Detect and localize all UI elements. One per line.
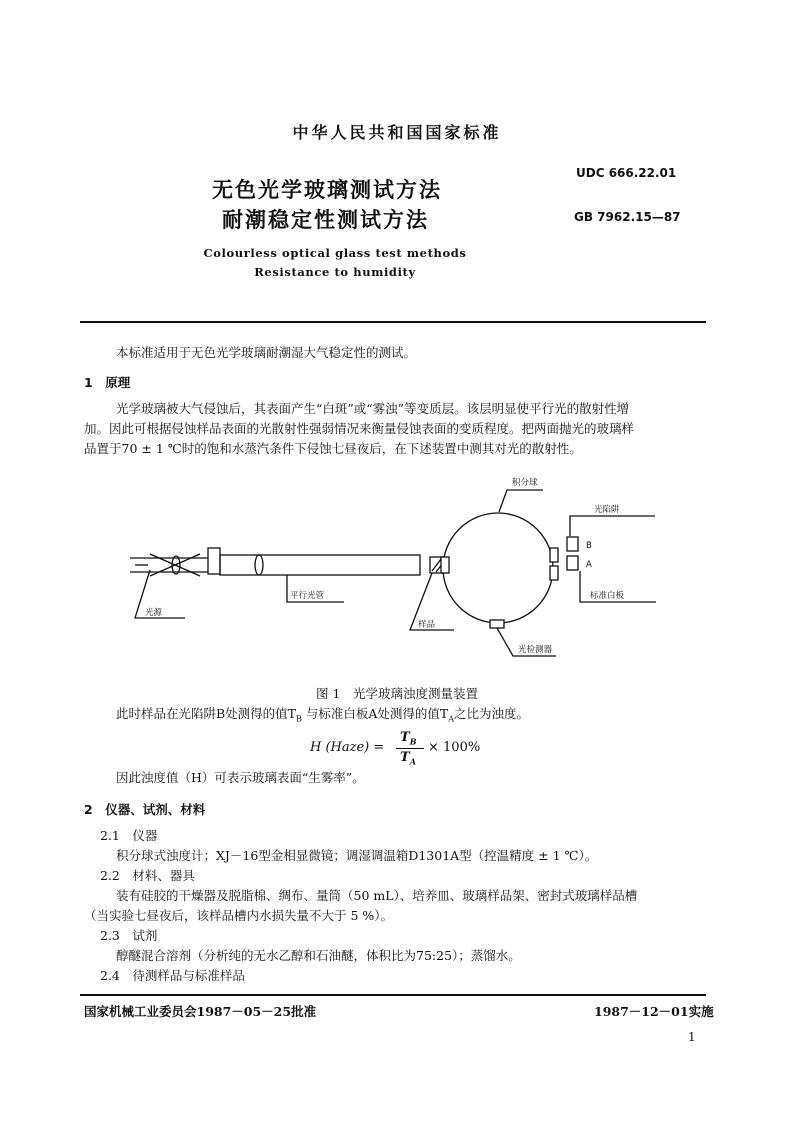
section-2-4-heading: 2.4 待测样品与标准样品 xyxy=(100,968,245,983)
implementation-date: 1987－12－01实施 xyxy=(594,1004,714,1019)
formula-numerator: $T_B$ xyxy=(400,730,417,747)
label-light-trap: 光陷阱 xyxy=(594,505,620,515)
label-light-source: 光源 xyxy=(145,608,163,618)
section-2-1-text: 积分球式浊度计；XJ－16型金相显微镜；调湿调温箱D1301A型（控温精度 ± 1 ℃）。 xyxy=(116,848,598,863)
title-line-1: 无色光学玻璃测试方法 xyxy=(212,178,442,202)
english-title-line-2: Resistance to humidity xyxy=(254,265,416,279)
section-1-line-1: 光学玻璃被大气侵蚀后，其表面产生“白斑”或“雾浊”等变质层。该层明显使平行光的散射性增 xyxy=(116,401,630,416)
ratio-sub-a: A xyxy=(448,714,455,724)
label-b: B xyxy=(586,541,592,551)
section-1-line-2: 加。因此可根据侵蚀样品表面的光散射性强弱情况来衡量侵蚀表面的变质程度。把两面抛光的玻璃样 xyxy=(84,421,635,436)
section-2-2-heading: 2.2 材料、器具 xyxy=(100,868,195,883)
ratio-text-3: 之比为浊度。 xyxy=(454,706,530,721)
label-integrating-sphere: 积分球 xyxy=(512,478,538,488)
figure-caption: 图 1 光学玻璃浊度测量装置 xyxy=(316,686,478,701)
formula-rhs: × 100% xyxy=(428,740,481,755)
label-sample: 样品 xyxy=(418,620,436,630)
ratio-text-1: 此时样品在光陷阱B处测得的值T xyxy=(116,706,297,721)
fraction-bar xyxy=(396,748,424,749)
section-2-3-heading: 2.3 试剂 xyxy=(100,928,158,943)
udc-code: UDC 666.22.01 xyxy=(576,166,677,180)
intro-paragraph: 本标准适用于无色光学玻璃耐潮湿大气稳定性的测试。 xyxy=(116,345,417,360)
section-2-2-text-1: 装有硅胶的干燥器及脱脂棉、绸布、量筒（50 mL）、培养皿、玻璃样品架、密封式玻璃样品槽 xyxy=(116,888,638,903)
section-2-heading: 2 仪器、试剂、材料 xyxy=(84,802,206,817)
section-2-1-heading: 2.1 仪器 xyxy=(100,828,158,843)
haze-meaning: 因此浊度值（H）可表示玻璃表面“生雾率”。 xyxy=(116,770,365,785)
ratio-text-2: 与标准白板A处测得的值T xyxy=(301,706,449,721)
formula-lhs: H (Haze) = xyxy=(310,740,385,755)
formula-denominator: $T_A$ xyxy=(400,750,416,767)
ratio-sub-b: B xyxy=(296,714,302,724)
gb-code: GB 7962.15—87 xyxy=(574,210,681,224)
section-2-2-text-2: （当实验七昼夜后，该样品槽内水损失量不大于 5 %）。 xyxy=(84,908,394,923)
section-1-line-3: 品置于70 ± 1 ℃时的饱和水蒸汽条件下侵蚀七昼夜后，在下述装置中测其对光的散射性。 xyxy=(84,441,582,456)
approval-date: 国家机械工业委员会1987－05－25批准 xyxy=(84,1004,317,1019)
ratio-description xyxy=(116,704,529,730)
header-rule xyxy=(80,321,706,323)
english-title-line-1: Colourless optical glass test methods xyxy=(203,246,467,260)
footer-rule xyxy=(80,994,706,996)
section-2-3-text: 醇醚混合溶剂（分析纯的无水乙醇和石油醚，体积比为75:25）；蒸馏水。 xyxy=(116,948,521,963)
label-standard-white-board: 标准白板 xyxy=(590,591,625,601)
label-collimator-tube: 平行光管 xyxy=(290,591,325,601)
haze-formula xyxy=(310,730,530,770)
standard-organization: 中华人民共和国国家标准 xyxy=(292,123,502,142)
label-a: A xyxy=(586,560,592,570)
page-number: 1 xyxy=(688,1030,696,1044)
label-light-detector: 光检测器 xyxy=(518,645,553,655)
title-line-2: 耐潮稳定性测试方法 xyxy=(222,208,429,232)
measurement-apparatus-diagram xyxy=(0,470,794,670)
section-1-heading: 1 原理 xyxy=(84,375,131,390)
